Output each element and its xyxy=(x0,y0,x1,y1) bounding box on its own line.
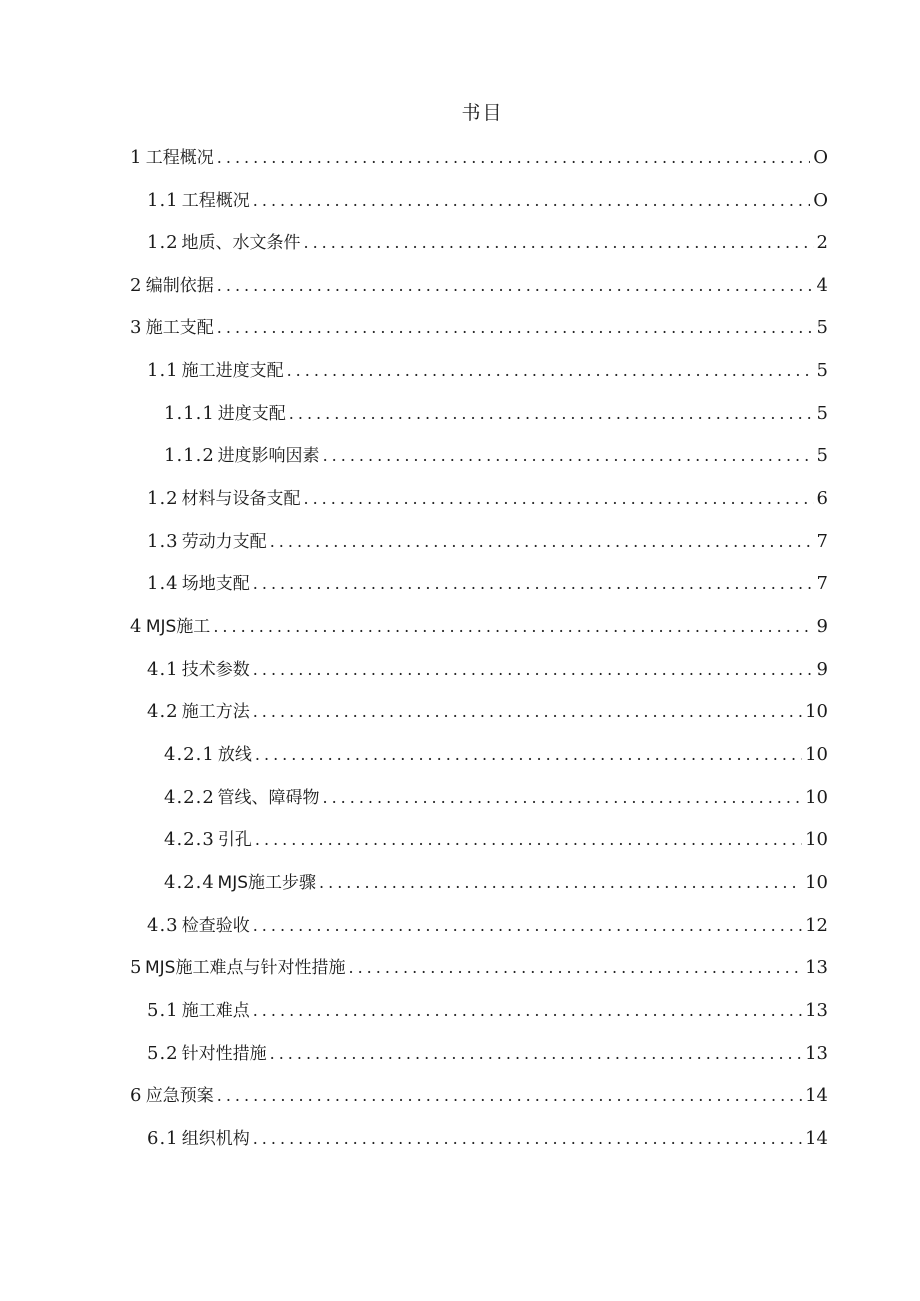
toc-leader xyxy=(255,824,802,856)
toc-page-number: 14 xyxy=(805,1085,828,1106)
toc-leader xyxy=(323,782,803,814)
toc-heading: 材料与设备支配 xyxy=(181,489,301,509)
toc-heading: 技术参数 xyxy=(181,660,250,680)
toc-entry[interactable] xyxy=(130,611,828,643)
toc-entry[interactable] xyxy=(130,952,828,984)
toc-entry[interactable] xyxy=(147,995,828,1027)
toc-entry[interactable] xyxy=(164,398,828,430)
toc-page-number: 10 xyxy=(805,829,828,850)
toc-number: 4.1 xyxy=(147,659,179,680)
toc-page-number: 14 xyxy=(805,1128,828,1149)
toc-heading: 进度影响因素 xyxy=(217,446,320,466)
toc-number: 1.3 xyxy=(147,531,179,552)
toc-entry[interactable] xyxy=(164,739,828,771)
toc-entry[interactable] xyxy=(164,782,828,814)
toc-entry[interactable] xyxy=(164,824,828,856)
toc-leader xyxy=(253,995,802,1027)
toc-entry[interactable] xyxy=(130,270,828,302)
toc-page-number: O xyxy=(813,190,828,211)
toc-heading: 应急预案 xyxy=(145,1086,214,1106)
toc-leader xyxy=(319,867,802,899)
toc-number: 2 xyxy=(130,275,143,296)
toc-entry[interactable] xyxy=(130,312,828,344)
toc-leader xyxy=(213,611,813,643)
toc-number: 4.3 xyxy=(147,915,179,936)
toc-leader xyxy=(289,398,814,430)
toc-title: 书目 xyxy=(461,102,504,124)
toc-entry[interactable] xyxy=(147,355,828,387)
toc-page-number: 7 xyxy=(816,531,828,552)
toc-number: 1.2 xyxy=(147,488,179,509)
toc-leader xyxy=(217,312,814,344)
toc-page-number: 13 xyxy=(805,1043,828,1064)
toc-leader xyxy=(304,227,814,259)
toc-number: 3 xyxy=(130,317,143,338)
toc-entry[interactable] xyxy=(147,910,828,942)
toc-leader xyxy=(323,440,814,472)
toc-entry[interactable] xyxy=(147,654,828,686)
toc-page-number: 10 xyxy=(805,787,828,808)
toc-entry[interactable] xyxy=(130,142,828,174)
toc-page-number: 5 xyxy=(816,403,828,424)
toc-number: 6 xyxy=(130,1085,143,1106)
toc-number: 5 xyxy=(130,957,143,978)
toc-number: 4.2.4 xyxy=(164,872,215,893)
toc-leader xyxy=(253,1123,802,1155)
toc-number: 6.1 xyxy=(147,1128,179,1149)
toc-leader xyxy=(348,952,802,984)
toc-heading: 针对性措施 xyxy=(181,1044,267,1064)
toc-leader xyxy=(253,910,802,942)
toc-number: 4.2.1 xyxy=(164,744,215,765)
toc-entry[interactable] xyxy=(147,568,828,600)
toc-entry[interactable] xyxy=(147,696,828,728)
toc-heading: 工程概况 xyxy=(181,191,250,211)
toc-leader xyxy=(253,654,814,686)
toc-heading: 放线 xyxy=(217,745,252,765)
toc-page-number: 2 xyxy=(816,232,828,253)
toc-page-number: 9 xyxy=(816,659,828,680)
toc-leader xyxy=(255,739,802,771)
toc-heading: 编制依据 xyxy=(145,276,214,296)
toc-number: 1.1.1 xyxy=(164,403,215,424)
toc-entry[interactable] xyxy=(147,185,828,217)
toc-number: 1.2 xyxy=(147,232,179,253)
toc-page-number: 12 xyxy=(805,915,828,936)
toc-number: 1 xyxy=(130,147,143,168)
toc-heading: 地质、水文条件 xyxy=(181,233,301,253)
toc-page-number: 6 xyxy=(816,488,828,509)
toc-page-number: 7 xyxy=(816,573,828,594)
toc-entry[interactable] xyxy=(164,440,828,472)
toc-leader xyxy=(217,270,814,302)
toc-page-number: 5 xyxy=(816,360,828,381)
toc-page-number: 13 xyxy=(805,1000,828,1021)
toc-leader xyxy=(217,1080,802,1112)
toc-number: 1.4 xyxy=(147,573,179,594)
toc-leader xyxy=(287,355,814,387)
toc-heading: 施工支配 xyxy=(145,318,214,338)
toc-heading: MJS施工步骤 xyxy=(217,873,317,893)
toc-heading: 检查验收 xyxy=(181,916,250,936)
toc-heading: MJS施工难点与针对性措施 xyxy=(145,958,346,978)
toc-number: 1.1 xyxy=(147,190,179,211)
toc-page-number: 5 xyxy=(816,445,828,466)
toc-heading: 施工进度支配 xyxy=(181,361,284,381)
toc-entry[interactable] xyxy=(147,1038,828,1070)
toc-leader xyxy=(217,142,810,174)
toc-heading: 进度支配 xyxy=(217,404,286,424)
toc-page-number: O xyxy=(813,147,828,168)
toc-entry[interactable] xyxy=(164,867,828,899)
toc-heading: 场地支配 xyxy=(181,574,250,594)
toc-number: 4.2.2 xyxy=(164,787,215,808)
toc-leader xyxy=(270,526,814,558)
toc-number: 4.2 xyxy=(147,701,179,722)
toc-entry[interactable] xyxy=(147,1123,828,1155)
toc-leader xyxy=(253,696,802,728)
toc-entry[interactable] xyxy=(147,227,828,259)
toc-heading: MJS施工 xyxy=(145,617,211,637)
toc-heading: 施工难点 xyxy=(181,1001,250,1021)
toc-page-number: 10 xyxy=(805,872,828,893)
toc-entry[interactable] xyxy=(147,526,828,558)
toc-entry[interactable] xyxy=(130,1080,828,1112)
toc-number: 1.1 xyxy=(147,360,179,381)
toc-page-number: 5 xyxy=(816,317,828,338)
toc-page-number: 10 xyxy=(805,744,828,765)
toc-number: 5.1 xyxy=(147,1000,179,1021)
toc-page-number: 4 xyxy=(816,275,828,296)
toc-number: 4 xyxy=(130,616,143,637)
toc-entry[interactable] xyxy=(147,483,828,515)
toc-heading: 管线、障碍物 xyxy=(217,788,320,808)
toc-number: 1.1.2 xyxy=(164,445,215,466)
toc-leader xyxy=(253,568,814,600)
toc-heading: 引孔 xyxy=(217,830,252,850)
toc-heading: 施工方法 xyxy=(181,702,250,722)
toc-number: 5.2 xyxy=(147,1043,179,1064)
toc-page-number: 10 xyxy=(805,701,828,722)
toc-page-number: 13 xyxy=(805,957,828,978)
toc-leader xyxy=(253,185,810,217)
toc-heading: 工程概况 xyxy=(145,148,214,168)
toc-heading: 组织机构 xyxy=(181,1129,250,1149)
toc-leader xyxy=(304,483,814,515)
toc-leader xyxy=(270,1038,802,1070)
toc-heading: 劳动力支配 xyxy=(181,532,267,552)
toc-page-number: 9 xyxy=(816,616,828,637)
toc-number: 4.2.3 xyxy=(164,829,215,850)
